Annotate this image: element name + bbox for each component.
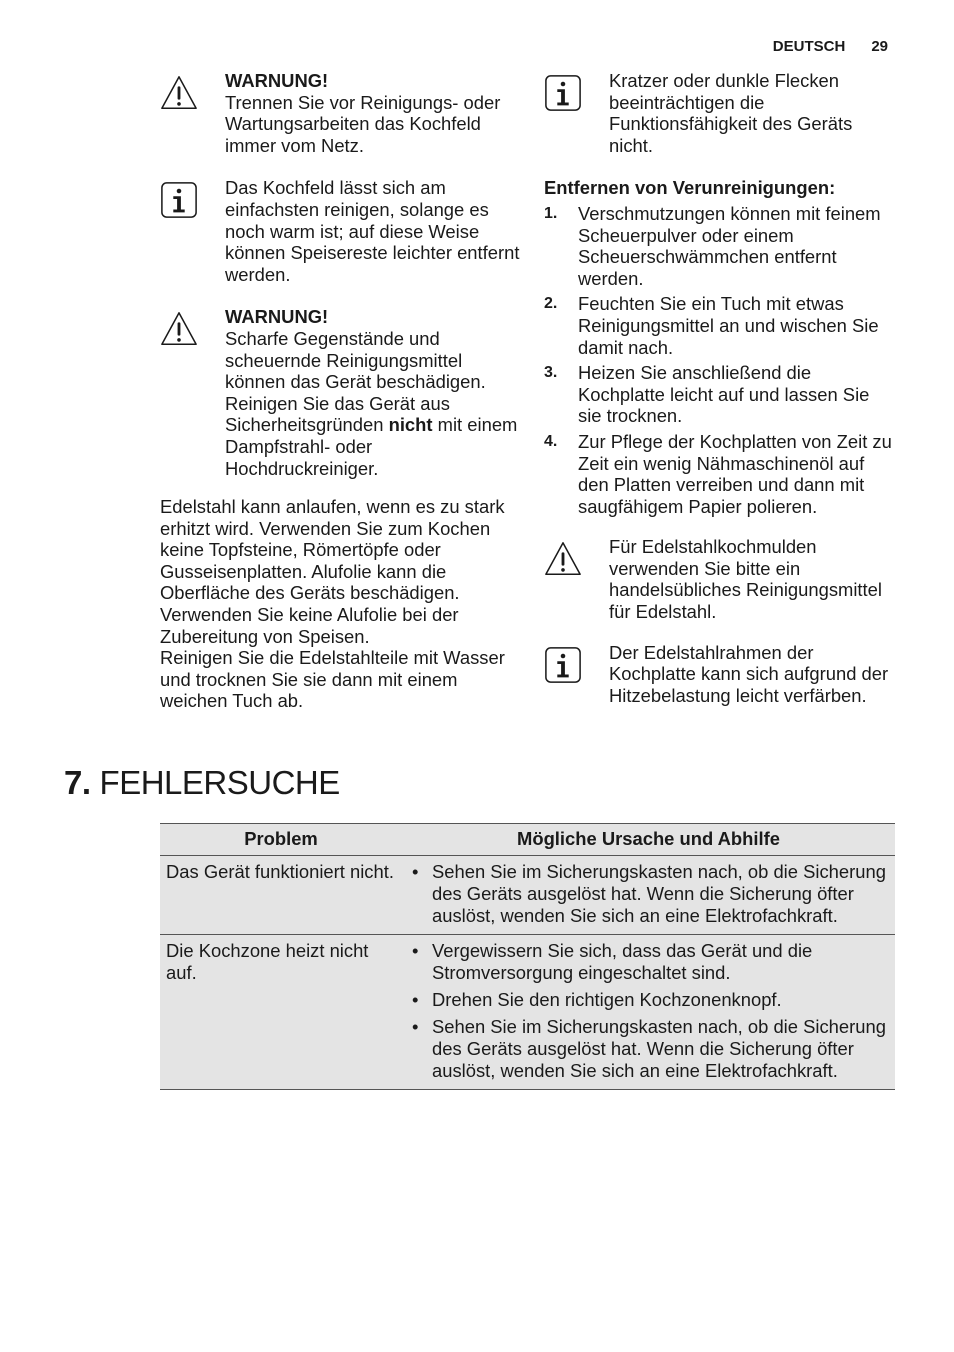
list-item: • Drehen Sie den richtigen Kochzonenknopf.	[408, 989, 889, 1011]
info-note-warm-cleaning	[160, 177, 520, 285]
emphasis-nicht: nicht	[388, 414, 433, 436]
subheading-removing-dirt: Entfernen von Verunreinigungen:	[544, 177, 836, 199]
list-item: 3. Heizen Sie anschließend die Kochplatte leicht auf und lassen Sie sie trocknen.	[544, 362, 870, 427]
left-column	[160, 70, 520, 712]
list-item: • Vergewissern Sie sich, dass das Gerät und die Stromversorgung eingeschaltet sind.	[408, 940, 889, 984]
info-note-frame-discoloration	[544, 642, 896, 707]
info-text: Das Kochfeld lässt sich am einfachsten reinigen, solange es noch warm ist; auf diese Weise können Speisereste leichter entfernt werden.	[225, 177, 520, 285]
warning-triangle-icon	[160, 74, 198, 112]
info-text: Der Edelstahlrahmen der Kochplatte kann sich aufgrund der Hitzebelastung leicht verfärben.	[609, 641, 889, 706]
list-item: 2. Feuchten Sie ein Tuch mit etwas Reinigungsmittel an und wischen Sie damit nach.	[544, 293, 879, 358]
troubleshooting-table	[160, 823, 895, 1090]
right-column	[544, 70, 896, 706]
list-item: 1. Verschmutzungen können mit feinem Scheuerpulver oder einem Scheuerschwämmchen entfernt werden.	[544, 202, 881, 289]
info-icon	[544, 646, 582, 684]
section-number: 7.	[64, 764, 91, 801]
cause-cell	[402, 856, 895, 935]
list-item: • Sehen Sie im Sicherungskasten nach, ob die Sicherung des Geräts ausgelöst hat. Wenn die Sicherung öfter auslöst, wenden Sie sich an eine Elektrofachkraft.	[408, 861, 889, 927]
warning-triangle-icon	[160, 310, 198, 348]
warning-text: Scharfe Gegenstände und scheuernde Reinigungsmittel können das Gerät beschädigen.	[225, 327, 486, 393]
section-heading	[64, 764, 340, 802]
list-item: 4. Zur Pflege der Kochplatten von Zeit zu Zeit ein wenig Nähmaschinenöl auf den Platten verreiben und dann mit saugfähigem Papier polieren.	[544, 430, 892, 517]
warning-note-unplug	[160, 70, 520, 156]
table-header-row	[160, 824, 895, 856]
list-item: • Sehen Sie im Sicherungskasten nach, ob die Sicherung des Geräts ausgelöst hat. Wenn die Sicherung öfter auslöst, wenden Sie sich an eine Elektrofachkraft.	[408, 1016, 889, 1082]
problem-cell: Das Gerät funktioniert nicht.	[160, 856, 402, 935]
warning-triangle-icon	[544, 540, 582, 578]
warning-text: Trennen Sie vor Reinigungs- oder Wartungsarbeiten das Kochfeld immer vom Netz.	[225, 91, 501, 156]
column-header-problem: Problem	[160, 824, 402, 856]
stainless-steel-paragraph: Edelstahl kann anlaufen, wenn es zu stark erhitzt wird. Verwenden Sie zum Kochen keine Topfsteine, Römertöpfe oder Gusseisenplatten. Alufolie kann die Oberfläche des Geräts beschädigen. Verwenden Sie keine Alufolie bei der Zubereitung von Speisen.	[160, 496, 505, 647]
warning-note-sharp-objects	[160, 306, 520, 479]
warning-title: WARNUNG!	[225, 306, 329, 328]
problem-cell: Die Kochzone heizt nicht auf.	[160, 935, 402, 1090]
info-note-scratches	[544, 70, 896, 156]
warning-text-steam: Reinigen Sie das Gerät aus Sicherheitsgründen nicht mit einem Dampfstrahl- oder Hochdruckreiniger.	[225, 392, 518, 479]
info-icon	[544, 74, 582, 112]
warning-text: Für Edelstahlkochmulden verwenden Sie bitte ein handelsübliches Reinigungsmittel für Edelstahl.	[609, 536, 882, 623]
column-header-cause: Mögliche Ursache und Abhilfe	[402, 824, 895, 856]
section-title: FEHLERSUCHE	[99, 764, 340, 801]
cause-cell	[402, 935, 895, 1090]
stainless-cleaning-paragraph: Reinigen Sie die Edelstahlteile mit Wasser und trocknen Sie sie dann mit einem weichen Tuch ab.	[160, 647, 505, 712]
cleaning-steps-list	[544, 203, 896, 517]
page-header	[773, 38, 888, 55]
table-row	[160, 856, 895, 935]
info-icon	[160, 181, 198, 219]
page-number: 29	[871, 38, 888, 55]
info-text: Kratzer oder dunkle Flecken beeinträchtigen die Funktionsfähigkeit des Geräts nicht.	[609, 70, 853, 156]
warning-title: WARNUNG!	[225, 70, 329, 91]
table-row	[160, 935, 895, 1090]
warning-note-stainless-cleaner	[544, 536, 896, 622]
header-language: DEUTSCH	[772, 38, 846, 55]
